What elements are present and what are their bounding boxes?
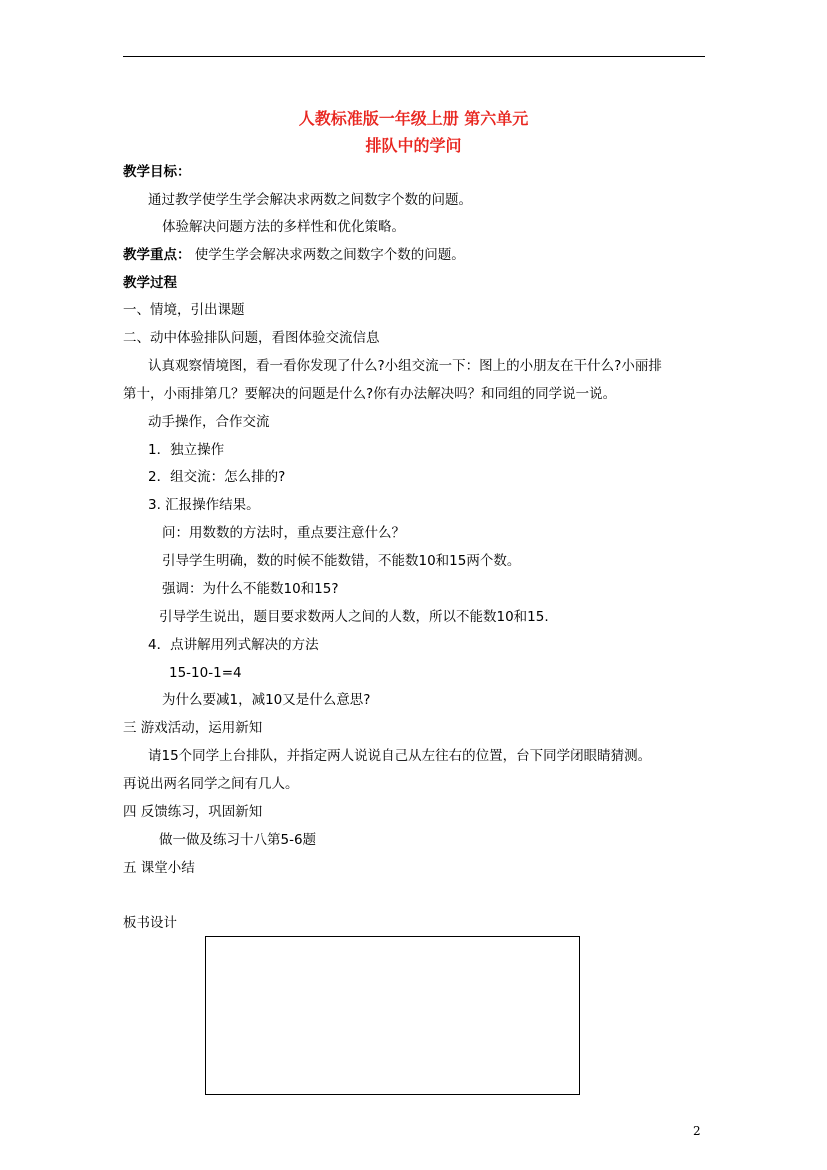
document-subtitle: 排队中的学问 <box>365 136 462 155</box>
goal-item: 通过教学使学生学会解决求两数之间数字个数的问题。 <box>148 192 472 208</box>
paragraph-line: 为什么要减1，减10又是什么意思? <box>162 692 371 708</box>
paragraph-line: 做一做及练习十八第5-6题 <box>159 832 317 848</box>
list-item: 2．组交流：怎么排的? <box>148 469 286 485</box>
board-design-label: 板书设计 <box>123 915 177 931</box>
process-heading: 教学过程 <box>123 275 177 291</box>
document-title: 人教标准版一年级上册 第六单元 <box>298 109 529 128</box>
header-rule <box>123 56 705 57</box>
list-item: 4．点讲解用列式解决的方法 <box>148 637 319 653</box>
list-item: 1．独立操作 <box>148 442 225 458</box>
formula: 15-10-1=4 <box>169 665 242 681</box>
key-point <box>123 246 465 264</box>
paragraph-line: 强调：为什么不能数10和15? <box>162 581 339 597</box>
paragraph-line: 请15个同学上台排队，并指定两人说说自己从左往右的位置，台下同学闭眼睛猜测。 <box>148 748 652 764</box>
section-heading: 五 课堂小结 <box>123 860 195 876</box>
paragraph-line: 第十，小雨排第几？要解决的问题是什么?你有办法解决吗？和同组的同学说一说。 <box>123 386 617 402</box>
section-heading: 二、动中体验排队问题，看图体验交流信息 <box>123 330 380 346</box>
section-heading: 四 反馈练习，巩固新知 <box>123 804 263 820</box>
paragraph-line: 动手操作，合作交流 <box>148 414 270 430</box>
goal-item: 体验解决问题方法的多样性和优化策略。 <box>162 219 405 235</box>
paragraph-line: 引导学生明确，数的时候不能数错，不能数10和15两个数。 <box>162 553 521 569</box>
page-number: 2 <box>693 1124 701 1138</box>
section-heading: 一、情境，引出课题 <box>123 302 245 318</box>
section-heading: 三 游戏活动，运用新知 <box>123 720 263 736</box>
paragraph-line: 引导学生说出，题目要求数两人之间的人数，所以不能数10和15. <box>159 609 549 625</box>
paragraph-line: 再说出两名同学之间有几人。 <box>123 776 299 792</box>
key-heading: 教学重点： <box>123 247 191 263</box>
paragraph-line: 认真观察情境图，看一看你发现了什么?小组交流一下：图上的小朋友在干什么?小丽排 <box>148 358 662 374</box>
paragraph-line: 问：用数数的方法时，重点要注意什么？ <box>162 525 405 541</box>
board-design-box <box>205 936 580 1095</box>
list-item: 3. 汇报操作结果。 <box>148 497 260 513</box>
goal-heading: 教学目标： <box>123 164 191 180</box>
key-text: 使学生学会解决求两数之间数字个数的问题。 <box>190 247 465 263</box>
